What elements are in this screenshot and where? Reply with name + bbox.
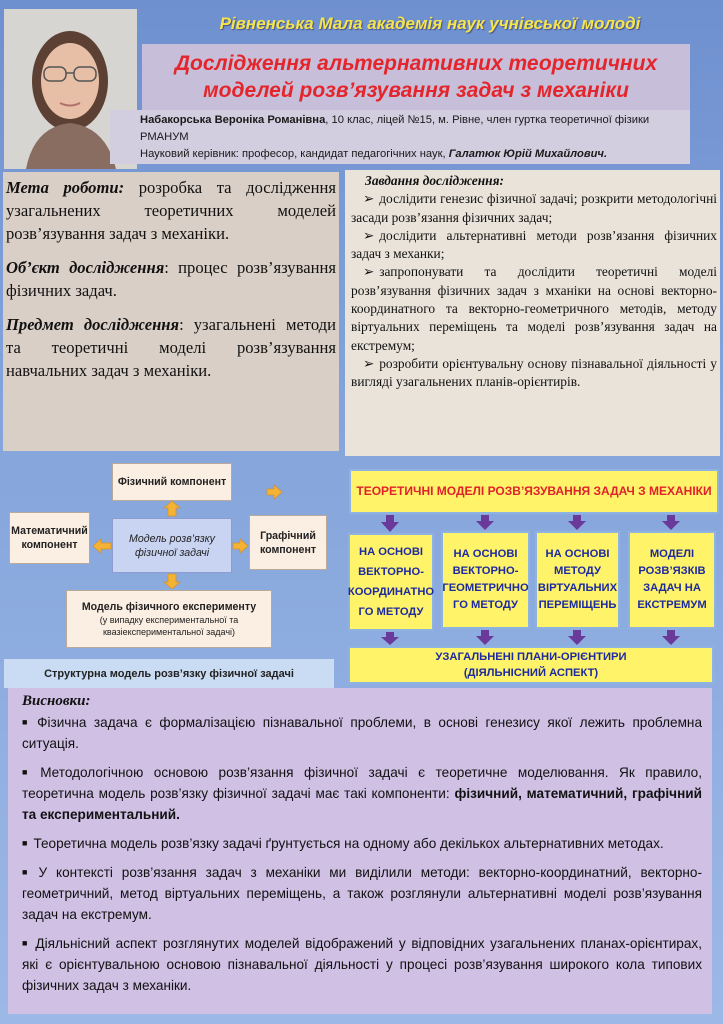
aim-label: Мета роботи: bbox=[6, 178, 125, 197]
physical-component-box: Фізичний компонент bbox=[112, 463, 232, 501]
square-bullet-icon: ■ bbox=[22, 938, 30, 948]
conclusion-item: ■ Фізична задача є формалізацією пізнавальної проблеми, в основі генезису якої лежить проблемна ситуація. bbox=[22, 715, 703, 751]
arrow-down-icon bbox=[476, 630, 494, 645]
model-column-box: НА ОСНОВІ ВЕКТОРНО-ГЕОМЕТРИЧНО ГО МЕТОДУ bbox=[441, 531, 530, 629]
solution-model-box: Модель розв’язку фізичної задачі bbox=[112, 518, 232, 573]
author-name: Набакорська Вероніка Романівна bbox=[140, 114, 326, 126]
arrow-bullet-icon: ➢ bbox=[363, 191, 375, 207]
arrow-down-icon bbox=[381, 632, 399, 645]
aim-text: розробка та дослідження узагальнених теоретичних моделей розв’язування задач з механіки. bbox=[6, 178, 336, 243]
square-bullet-icon: ■ bbox=[22, 838, 28, 848]
supervisor-label: Науковий керівник: професор, кандидат педагогічних наук, bbox=[140, 148, 446, 160]
arrow-down-icon bbox=[381, 515, 399, 532]
page-title: Дослідження альтернативних теоретичних моделей розв’язування задач з механіки bbox=[174, 52, 658, 102]
arrow-down-icon bbox=[662, 630, 680, 645]
arrow-bullet-icon: ➢ bbox=[363, 355, 375, 371]
subject-text: : узагальнені методи та теоретичні моделі розв’язування навчальних задач з механіки. bbox=[6, 315, 336, 380]
structure-diagram-caption: Структурна модель розв’язку фізичної задачі bbox=[4, 659, 334, 688]
experiment-note: (у випадку експериментальної та квазіекспериментальної задачі) bbox=[99, 615, 239, 637]
model-column-box: НА ОСНОВІ ВЕКТОРНО-КООРДИНАТНО ГО МЕТОДУ bbox=[348, 533, 434, 631]
subject-label: Предмет дослідження bbox=[6, 315, 180, 334]
square-bullet-icon: ■ bbox=[22, 767, 35, 777]
conclusions-heading: Висновки: bbox=[22, 693, 91, 709]
square-bullet-icon: ■ bbox=[22, 717, 32, 727]
conclusion-item: ■ У контексті розв’язання задач з механіки ми виділили методи: векторно-координатний, векторно-геометричний, метод віртуальних переміщень, а також розглянули альтернативні моделі розв’язування задач на екстремум. bbox=[22, 865, 703, 922]
models-heading-box: ТЕОРЕТИЧНІ МОДЕЛІ РОЗВ’ЯЗУВАННЯ ЗАДАЧ З МЕХАНІКИ bbox=[349, 469, 719, 514]
object-text: : процес розв’язування фізичних задач. bbox=[6, 258, 336, 300]
tasks-heading: Завдання дослідження: bbox=[365, 173, 504, 188]
experiment-model-box bbox=[66, 590, 272, 648]
experiment-title: Модель фізичного експерименту bbox=[81, 601, 257, 613]
plans-line: УЗАГАЛЬНЕНІ ПЛАНИ-ОРІЄНТИРИ bbox=[435, 651, 627, 663]
arrow-down-icon bbox=[568, 515, 586, 530]
conclusion-item: ■ Теоретична модель розв’язку задачі ґрунтується на одному або декількох альтернативних методах. bbox=[22, 836, 664, 851]
square-bullet-icon: ■ bbox=[22, 867, 33, 877]
model-column-box: НА ОСНОВІ МЕТОДУ ВІРТУАЛЬНИХ ПЕРЕМІЩЕНЬ bbox=[535, 531, 620, 629]
arrow-down-icon bbox=[164, 574, 180, 589]
plans-aspect: (ДІЯЛЬНІСНИЙ АСПЕКТ) bbox=[463, 667, 599, 679]
conclusion-item: ■ Методологічною основою розв’язання фізичної задачі є теоретичне моделювання. Як правило, теоретична модель розв’язку фізичної задачі має такі компоненти: фізичний, математичний, графічний та експериментальний. bbox=[22, 765, 702, 822]
task-item: ➢ запропонувати та дослідити теоретичні моделі розв’язування фізичних задач з мханіки на основі векторно-координатного та векторно-геометричного методів, методу віртуальних переміщень та моделі розв’язування задач на екстремум; bbox=[351, 264, 717, 353]
arrow-left-icon bbox=[93, 539, 111, 553]
arrow-up-icon bbox=[164, 501, 180, 516]
task-item: ➢ розробити орієнтувальну основу пізнавальної діяльності у вигляді узагальнених планів-орієнтирів. bbox=[351, 355, 717, 390]
author-details: , 10 клас, ліцей №15, м. Рівне, член гуртка теоретичної фізики РМАНУМ bbox=[140, 114, 650, 143]
arrow-right-icon bbox=[267, 485, 282, 499]
object-label: Об’єкт дослідження bbox=[6, 258, 165, 277]
model-column-box: МОДЕЛІ РОЗВ’ЯЗКІВ ЗАДАЧ НА ЕКСТРЕМУМ bbox=[628, 531, 716, 629]
arrow-bullet-icon: ➢ bbox=[363, 227, 375, 243]
task-item: ➢ дослідити генезис фізичної задачі; розкрити методологічні засади розв’язання фізичних задач; bbox=[351, 191, 717, 225]
math-component-box: Математичний компонент bbox=[9, 512, 90, 564]
arrow-down-icon bbox=[476, 515, 494, 530]
generalized-plans-box bbox=[348, 646, 714, 684]
conclusion-item: ■ Діяльнісний аспект розглянутих моделей відображений у відповідних узагальнених планах-орієнтирах, які є орієнтувальною основою пізнавальної діяльності у процесі розв’язування широкого кола типових фізичних задач з механіки. bbox=[22, 936, 703, 993]
arrow-bullet-icon: ➢ bbox=[363, 264, 375, 280]
supervisor-name: Галатюк Юрій Михайлович. bbox=[448, 148, 608, 160]
graphic-component-box: Графічний компонент bbox=[249, 515, 327, 570]
conclusions-section bbox=[8, 688, 712, 1014]
task-item: ➢ дослідити альтернативні методи розв’язання фізичних задач з механки; bbox=[351, 227, 717, 262]
arrow-right-icon bbox=[233, 539, 248, 553]
academy-name: Рівненська Мала академія наук учнівської молоді bbox=[219, 14, 641, 33]
arrow-down-icon bbox=[568, 630, 586, 645]
arrow-down-icon bbox=[662, 515, 680, 530]
